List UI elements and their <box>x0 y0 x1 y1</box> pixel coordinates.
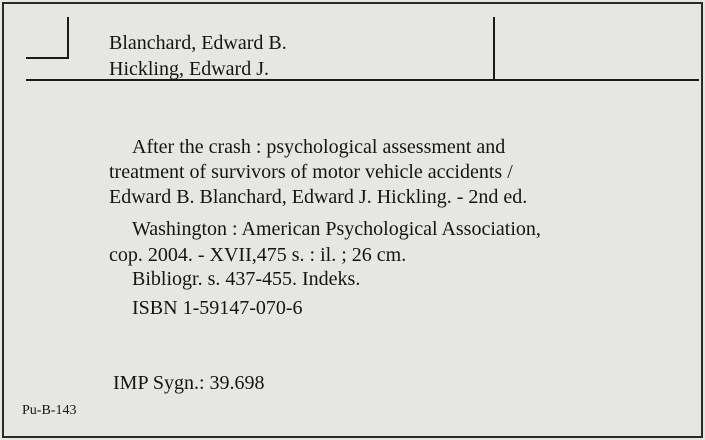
title-line-1: After the crash : psychological assessment and <box>132 136 506 158</box>
heading-divider-vertical <box>493 17 495 81</box>
isbn: ISBN 1-59147-070-6 <box>132 297 303 319</box>
corner-mark-horizontal <box>26 57 69 59</box>
imprint-line-1: Washington : American Psychological Association, <box>132 218 541 240</box>
title-line-3: Edward B. Blanchard, Edward J. Hickling. - 2nd ed. <box>109 186 528 208</box>
imprint-line-2: cop. 2004. - XVII,475 s. : il. ; 26 cm. <box>109 244 407 266</box>
corner-mark-vertical <box>67 17 69 59</box>
title-line-2: treatment of survivors of motor vehicle accidents / <box>109 161 513 183</box>
bibliography-note: Bibliogr. s. 437-455. Indeks. <box>132 268 361 290</box>
shelf-mark: Pu-B-143 <box>22 403 77 418</box>
author-secondary: Hickling, Edward J. <box>109 58 269 80</box>
author-primary: Blanchard, Edward B. <box>109 32 287 54</box>
call-number: IMP Sygn.: 39.698 <box>113 372 265 394</box>
